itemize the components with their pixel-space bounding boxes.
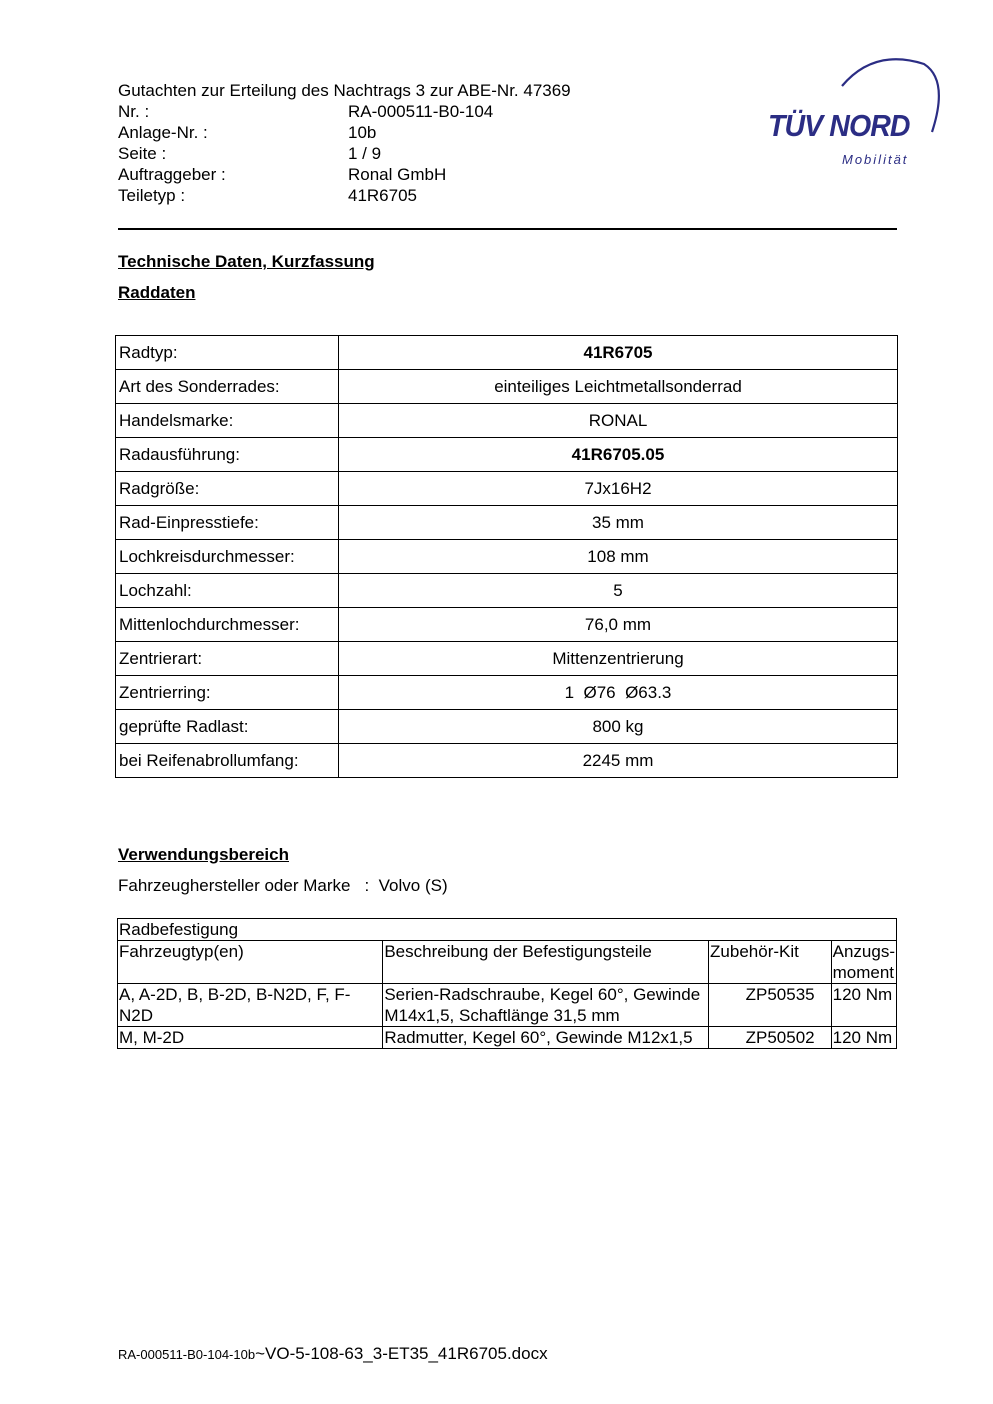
- footer-reference: RA-000511-B0-104-10b: [118, 1347, 256, 1362]
- table-row: [116, 506, 898, 540]
- manufacturer-line: [118, 876, 448, 896]
- description-cell: Serien-Radschraube, Kegel 60°, Gewinde M14x1,5, Schaftlänge 31,5 mm: [383, 984, 709, 1027]
- document-title: Gutachten zur Erteilung des Nachtrags 3 zur ABE-Nr. 47369: [118, 81, 571, 100]
- row-label: Handelsmarke:: [116, 404, 339, 438]
- row-value: 800 kg: [339, 710, 898, 744]
- torque-cell: 120 Nm: [831, 984, 896, 1027]
- table-row: [116, 574, 898, 608]
- row-label: Zentrierart:: [116, 642, 339, 676]
- table-row: [116, 404, 898, 438]
- header-value: 41R6705: [348, 186, 418, 205]
- table-row: [116, 642, 898, 676]
- row-label: Art des Sonderrades:: [116, 370, 339, 404]
- row-value: 41R6705.05: [339, 438, 898, 472]
- document-header: [118, 80, 571, 206]
- header-row: [118, 143, 571, 164]
- row-value: 5: [339, 574, 898, 608]
- row-label: Lochzahl:: [116, 574, 339, 608]
- torque-cell: 120 Nm: [831, 1027, 896, 1049]
- row-value: Mittenzentrierung: [339, 642, 898, 676]
- table-row: [116, 438, 898, 472]
- header-row: [118, 164, 571, 185]
- table-row: [116, 540, 898, 574]
- column-header: Beschreibung der Befestigungsteile: [383, 941, 709, 984]
- column-header: Anzugs- moment: [832, 942, 895, 982]
- header-row: [118, 122, 571, 143]
- row-label: Radgröße:: [116, 472, 339, 506]
- row-value: 7Jx16H2: [339, 472, 898, 506]
- table-row: [116, 676, 898, 710]
- header-label: Auftraggeber :: [118, 165, 226, 184]
- row-label: Rad-Einpresstiefe:: [116, 506, 339, 540]
- row-value: 108 mm: [339, 540, 898, 574]
- table-title: Radbefestigung: [118, 919, 897, 941]
- wheel-data-table: [115, 335, 898, 778]
- document-footer: [118, 1344, 548, 1364]
- row-value: 1 Ø76 Ø63.3: [339, 676, 898, 710]
- header-row: [118, 101, 571, 122]
- row-value: einteiliges Leichtmetallsonderrad: [339, 370, 898, 404]
- wheel-mounting-table: [117, 918, 897, 1049]
- logo-subtitle: Mobilität: [842, 152, 909, 167]
- header-value: 1 / 9: [348, 144, 382, 163]
- usage-heading: Verwendungsbereich: [118, 845, 289, 864]
- table-row: [116, 608, 898, 642]
- logo-brand: TÜV NORD: [768, 108, 910, 143]
- header-value: Ronal GmbH: [348, 165, 447, 184]
- row-label: Lochkreisdurchmesser:: [116, 540, 339, 574]
- row-label: Mittenlochdurchmesser:: [116, 608, 339, 642]
- tuv-nord-logo: [764, 58, 944, 173]
- row-value: RONAL: [339, 404, 898, 438]
- section-title: Technische Daten, Kurzfassung: [118, 252, 375, 271]
- vehicle-types-cell: A, A-2D, B, B-2D, B-N2D, F, F-N2D: [118, 984, 383, 1027]
- header-label: Seite :: [118, 144, 167, 163]
- footer-filename: ~VO-5-108-63_3-ET35_41R6705.docx: [255, 1344, 548, 1363]
- row-label: geprüfte Radlast:: [116, 710, 339, 744]
- header-row: [118, 185, 571, 206]
- header-label: Nr. :: [118, 102, 150, 121]
- header-divider: [118, 228, 897, 230]
- header-label: Teiletyp :: [118, 186, 186, 205]
- row-label: Radtyp:: [116, 336, 339, 370]
- column-header: Zubehör-Kit: [709, 941, 832, 984]
- table-row: [116, 336, 898, 370]
- table-row: [116, 472, 898, 506]
- manufacturer-value: Volvo (S): [378, 876, 448, 895]
- wheel-data-heading: Raddaten: [118, 283, 196, 302]
- header-label: Anlage-Nr. :: [118, 123, 208, 142]
- table-row: [116, 744, 898, 778]
- column-header: Fahrzeugtyp(en): [118, 941, 383, 984]
- row-value: 2245 mm: [339, 744, 898, 778]
- table-row: [118, 984, 897, 1027]
- row-value: 35 mm: [339, 506, 898, 540]
- row-label: Zentrierring:: [116, 676, 339, 710]
- table-row: [118, 1027, 897, 1049]
- row-label: bei Reifenabrollumfang:: [116, 744, 339, 778]
- kit-cell: ZP50535: [709, 984, 832, 1027]
- row-value: 76,0 mm: [339, 608, 898, 642]
- header-value: RA-000511-B0-104: [348, 102, 494, 121]
- row-label: Radausführung:: [116, 438, 339, 472]
- vehicle-types-cell: M, M-2D: [118, 1027, 383, 1049]
- header-value: 10b: [348, 123, 377, 142]
- manufacturer-label: Fahrzeughersteller oder Marke: [118, 876, 351, 895]
- kit-cell: ZP50502: [709, 1027, 832, 1049]
- table-row: [116, 370, 898, 404]
- table-row: [116, 710, 898, 744]
- table-header-row: [118, 941, 897, 984]
- description-cell: Radmutter, Kegel 60°, Gewinde M12x1,5: [383, 1027, 709, 1049]
- manufacturer-separator: :: [364, 876, 370, 895]
- row-value: 41R6705: [339, 336, 898, 370]
- table-title-row: [118, 919, 897, 941]
